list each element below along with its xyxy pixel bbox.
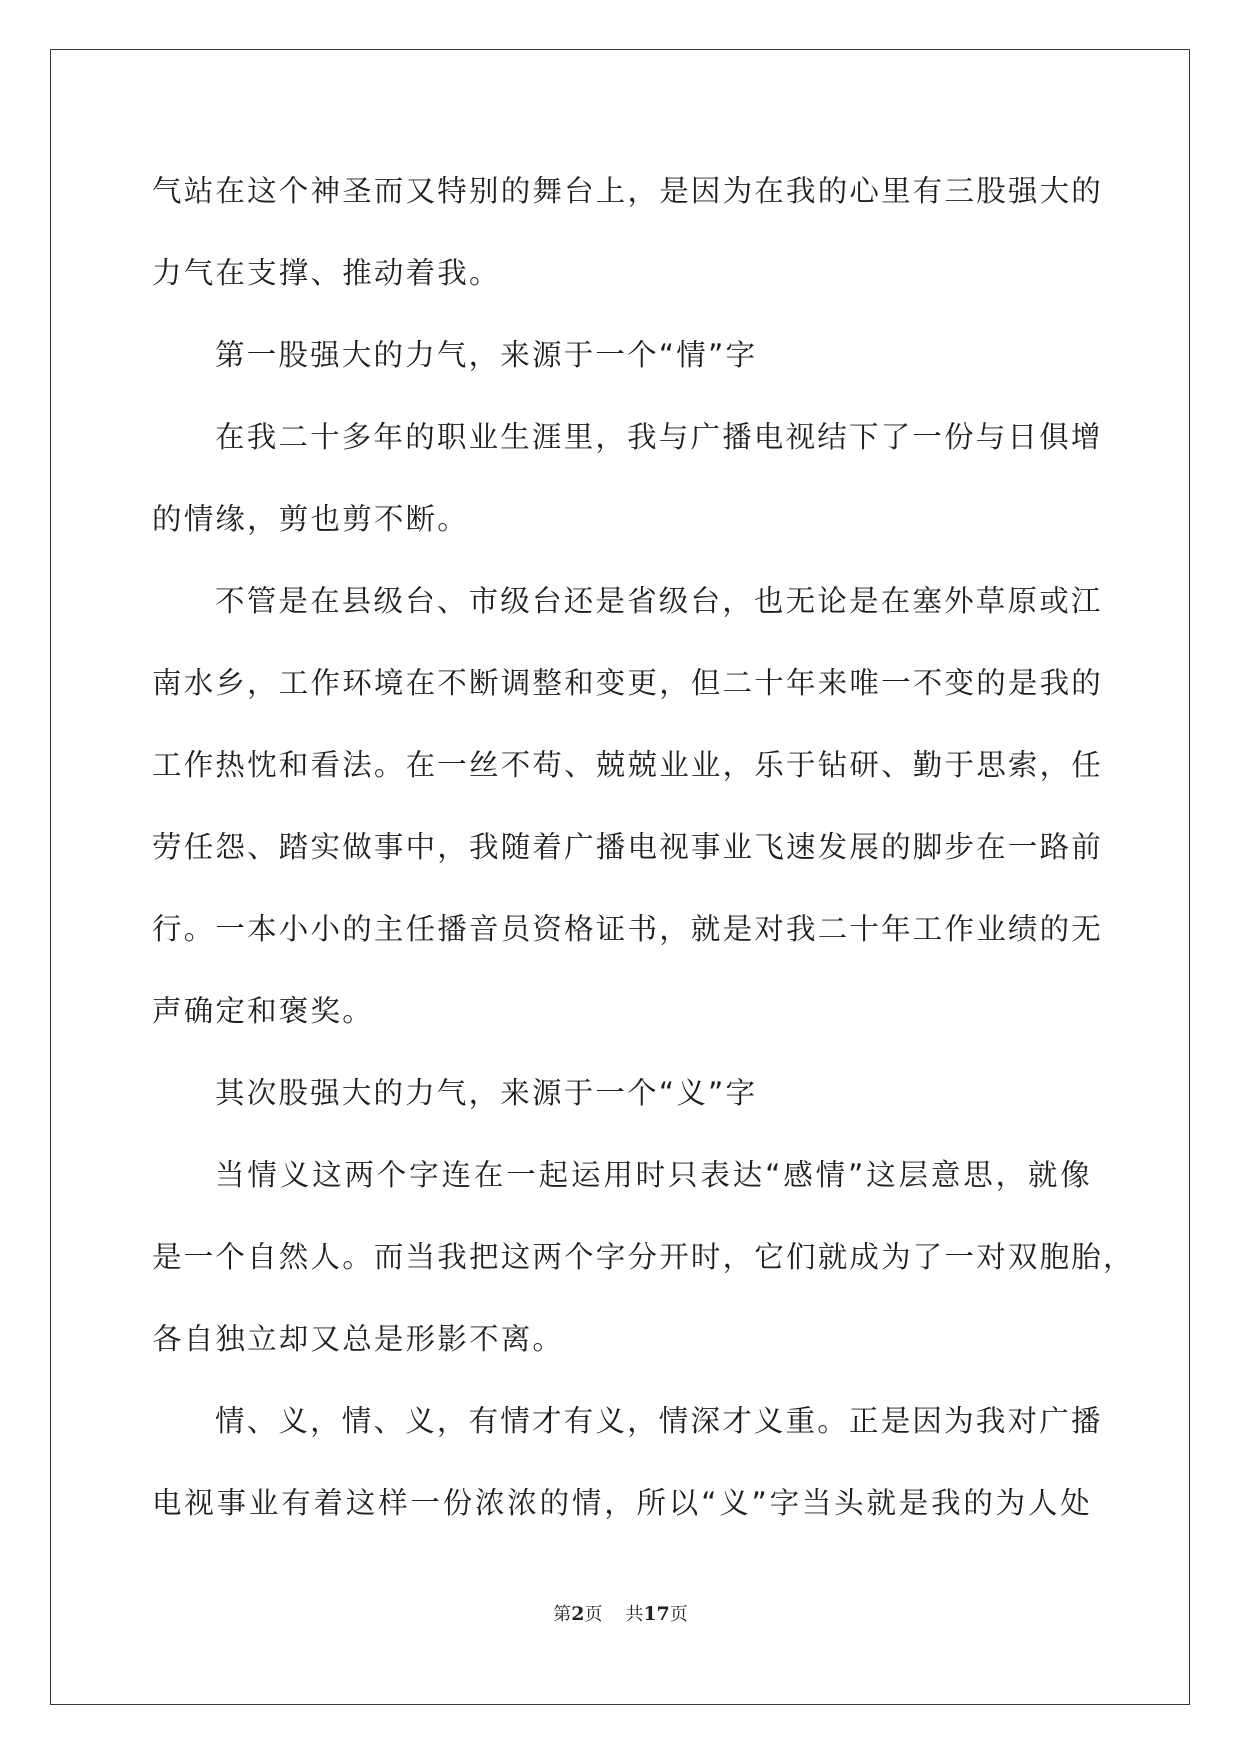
text-line: 工作热忱和看法。在一丝不苟、兢兢业业，乐于钻研、勤于思索，任 xyxy=(152,748,1104,782)
text-line: 情、义，情、义，有情才有义，情深才义重。正是因为我对广播 xyxy=(215,1404,1103,1438)
text-line: 当情义这两个字连在一起运用时只表达“感情”这层意思，就像 xyxy=(215,1158,1092,1192)
text-line: 力气在支撑、推动着我。 xyxy=(152,256,501,290)
document-body xyxy=(152,163,1135,1557)
page-number: 2 xyxy=(571,1603,585,1625)
text-line: 的情缘，剪也剪不断。 xyxy=(152,502,470,536)
text-line: 气站在这个神圣而又特别的舞台上，是因为在我的心里有三股强大的 xyxy=(152,174,1104,208)
section-heading: 第一股强大的力气，来源于一个“情”字 xyxy=(215,338,758,372)
total-prefix: 共 xyxy=(625,1604,644,1625)
text-line: 不管是在县级台、市级台还是省级台，也无论是在塞外草原或江 xyxy=(215,584,1103,618)
total-unit: 页 xyxy=(669,1604,688,1625)
section-heading: 其次股强大的力气，来源于一个“义”字 xyxy=(215,1076,758,1110)
text-line: 南水乡，工作环境在不断调整和变更，但二十年来唯一不变的是我的 xyxy=(152,666,1104,700)
text-line: 劳任怨、踏实做事中，我随着广播电视事业飞速发展的脚步在一路前 xyxy=(152,830,1104,864)
page-footer xyxy=(0,1600,1241,1626)
text-line: 是一个自然人。而当我把这两个字分开时，它们就成为了一对双胞胎， xyxy=(152,1240,1135,1274)
total-pages: 17 xyxy=(643,1603,670,1625)
text-line: 声确定和褒奖。 xyxy=(152,994,374,1028)
text-line: 在我二十多年的职业生涯里，我与广播电视结下了一份与日俱增 xyxy=(215,420,1103,454)
page-prefix: 第 xyxy=(553,1604,572,1625)
text-line: 各自独立却又总是形影不离。 xyxy=(152,1322,565,1356)
text-line: 行。一本小小的主任播音员资格证书，就是对我二十年工作业绩的无 xyxy=(152,912,1104,946)
page-unit: 页 xyxy=(584,1604,603,1625)
text-line: 电视事业有着这样一份浓浓的情，所以“义”字当头就是我的为人处 xyxy=(152,1486,1092,1520)
